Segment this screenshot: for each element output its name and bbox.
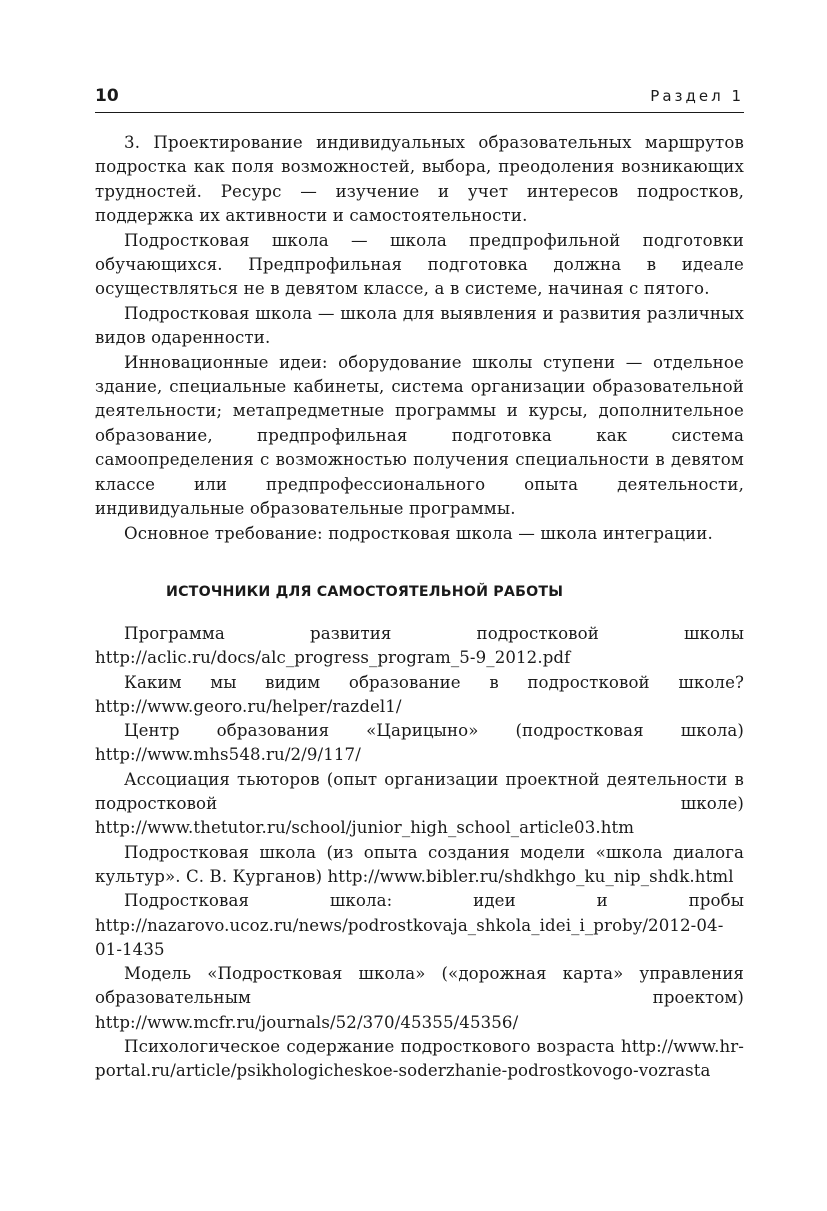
source-item: Каким мы видим образование в подростковой школе? http://www.georo.ru/helper/razdel1/ [95,672,744,716]
source-item: Подростковая школа: идеи и пробы http://nazarovo.ucoz.ru/news/podrostkovaja_shkola_idei_i_proby/2012-04-01-1435 [95,891,744,959]
page-header [95,84,744,113]
paragraph: 3. Проектирование индивидуальных образовательных маршрутов подростка как поля возможностей, выбора, преодоления возникающих трудностей. Ресурс — изучение и учет интересов подростков, поддержка их активности и самостоятельности. [95,133,744,226]
body-text [95,131,744,546]
sources-list [95,622,744,1084]
paragraph: Инновационные идеи: оборудование школы ступени — отдельное здание, специальные кабинеты, система организации образовательной деятельности; метапредметные программы и курсы, дополнительное образование, предпрофильная подготовка как система самоопределения с возможностью получения специальности в девятом классе или предпрофессионального опыта деятельности, индивидуальные образовательные программы. [95,352,744,519]
paragraph: Подростковая школа — школа для выявления и развития различных видов одаренности. [95,303,744,348]
source-item: Модель «Подростковая школа» («дорожная карта» управления образовательным проектом) http://www.mcfr.ru/journals/52/370/45355/45356/ [95,964,744,1032]
paragraph: Подростковая школа — школа предпрофильной подготовки обучающихся. Предпрофильная подготовка должна в идеале осуществляться не в девятом классе, а в системе, начиная с пятого. [95,230,744,299]
sources-heading: ИСТОЧНИКИ ДЛЯ САМОСТОЯТЕЛЬНОЙ РАБОТЫ [166,584,564,600]
source-item: Психологическое содержание подросткового возраста http://www.hr-portal.ru/article/psikhologicheskoe-soderzhanie-podrostkovogo-vozrasta [95,1037,744,1081]
source-item: Подростковая школа (из опыта создания модели «школа диалога культур». С. В. Курганов) http://www.bibler.ru/shdkhgo_ku_nip_shdk.html [95,842,744,886]
page-number: 10 [95,86,119,106]
section-label: Раздел 1 [650,87,744,105]
source-item: Ассоциация тьюторов (опыт организации проектной деятельности в подростковой школе) http://www.thetutor.ru/school/junior_high_school_article03.htm [95,769,744,838]
paragraph: Основное требование: подростковая школа — школа интеграции. [124,523,713,543]
source-item: Центр образования «Царицыно» (подростковая школа) http://www.mhs548.ru/2/9/117/ [95,721,744,765]
source-item: Программа развития подростковой школы http://aclic.ru/docs/alc_progress_program_5-9_2012.pdf [95,624,744,668]
